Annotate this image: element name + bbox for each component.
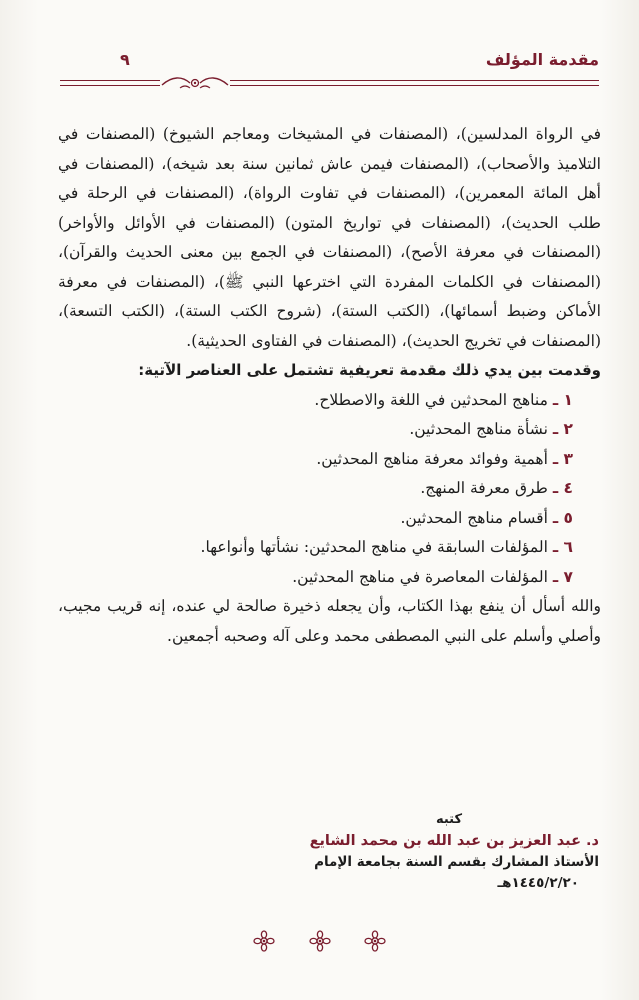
list-item [58,445,601,475]
ornament-icon [160,70,230,92]
list-item-text: نشأة مناهج المحدثين. [409,420,548,438]
list-item-number: ٢ ـ [552,420,573,438]
list-item [58,386,601,416]
list-item-text: مناهج المحدثين في اللغة والاصطلاح. [314,390,548,409]
list-item [58,415,601,445]
list-item-number: ٤ ـ [552,479,573,497]
footer-ornaments [0,930,639,956]
page-number: ٩ [120,50,130,69]
list-item-number: ٥ ـ [552,508,573,527]
list-item-number: ٦ ـ [552,538,573,556]
list-item [58,474,601,504]
list-item-text: أهمية وفوائد معرفة مناهج المحدثين. [316,449,548,468]
list-item-text: أقسام مناهج المحدثين. [400,508,548,527]
flower-ornament-icon [309,930,331,952]
header-rule [60,80,599,86]
paragraph-list-of-works: في الرواة المدلسين)، (المصنفات في المشيخات ومعاجم الشيوخ) (المصنفات في التلاميذ والأصحاب)، (المصنفات فيمن عاش ثمانين سنة بعد شيخه)، (المصنفات في أهل المائة المعمرين)، (المصنفات في تفاوت الرواة)، (المصنفات في الرحلة في طلب الحديث)، (المصنفات في تواريخ المتون) (المصنفات في الأوائل والأواخر) (المصنفات في معرفة الأصح)، (المصنفات في الجمع بين معنى الحديث والقرآن)، (المصنفات في الكلمات المفردة التي اخترعها النبي ﷺ)، (المصنفات في معرفة الأماكن وضبط أسمائها)، (الكتب الستة)، (شروح الكتب الستة)، (الكتب التسعة)، (المصنفات في تخريج الحديث)، (المصنفات في الفتاوى الحديثية). [58,125,601,350]
elements-list [58,386,601,593]
list-item-number: ٣ ـ [552,449,573,468]
list-item-text: المؤلفات السابقة في مناهج المحدثين: نشأتها وأنواعها. [200,538,548,556]
list-item-number: ٧ ـ [552,567,573,586]
running-head-title: مقدمة المؤلف [485,50,599,69]
signature-label: كتبه [435,812,463,827]
list-item [58,504,601,534]
list-item [58,533,601,563]
list-item [58,563,601,593]
closing-paragraph: والله أسأل أن ينفع بهذا الكتاب، وأن يجعله ذخيرة صالحة لي عنده، إنه قريب مجيب، وأصلي وأسلم على النبي المصطفى محمد وعلى آله وصحبه أجمعين. [58,597,601,645]
author-name: د. عبد العزيز بن عبد الله بن محمد الشايع [309,833,599,849]
page-header [60,40,599,80]
signature-block [199,812,599,891]
flower-ornament-icon [253,930,275,952]
list-item-number: ١ ـ [552,390,573,409]
flower-ornament-icon [364,930,386,952]
list-item-text: المؤلفات المعاصرة في مناهج المحدثين. [292,567,548,586]
signature-date: ١٤٤٥/٢/٢٠هـ [497,875,579,891]
author-title: الأستاذ المشارك بقسم السنة بجامعة الإمام [314,854,599,870]
intro-bold-line: وقدمت بين يدي ذلك مقدمة تعريفية تشتمل على العناصر الآتية: [138,361,601,379]
list-item-text: طرق معرفة المنهج. [420,479,548,497]
main-text [58,120,601,651]
